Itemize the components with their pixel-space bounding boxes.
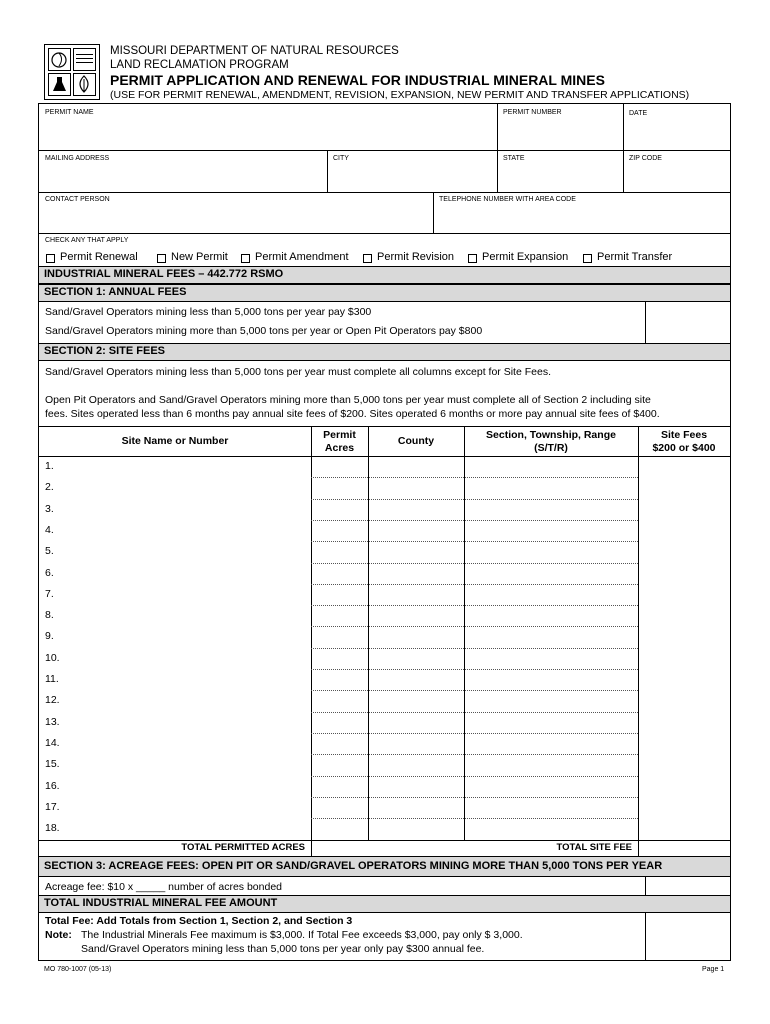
total-fee-line: Total Fee: Add Totals from Section 1, Section 2, and Section 3	[45, 915, 353, 927]
site-row-number: 3.	[45, 502, 54, 515]
permit-renewal-label: Permit Renewal	[60, 251, 138, 263]
col-acres-header: Permit Acres	[323, 429, 356, 454]
section3-heading: SECTION 3: ACREAGE FEES: OPEN PIT OR SAND/GRAVEL OPERATORS MINING MORE THAN 5,000 TONS PER YEAR	[39, 856, 730, 877]
site-row-number: 18.	[45, 822, 60, 835]
site-row[interactable]	[39, 776, 730, 797]
col-fees-header: Site Fees $200 or $400	[652, 429, 716, 454]
site-row-number: 13.	[45, 715, 60, 728]
row-divider	[311, 754, 638, 755]
form-number: MO 780-1007 (05-13)	[44, 966, 112, 973]
total-site-fee-field[interactable]	[639, 841, 730, 856]
row-divider	[311, 797, 638, 798]
section2-heading: SECTION 2: SITE FEES	[39, 343, 730, 361]
site-row[interactable]	[39, 520, 730, 541]
agency-name: MISSOURI DEPARTMENT OF NATURAL RESOURCES	[110, 45, 399, 57]
zip-label: ZIP CODE	[629, 155, 662, 162]
form-subtitle: (USE FOR PERMIT RENEWAL, AMENDMENT, REVISION, EXPANSION, NEW PERMIT AND TRANSFER APPLICATIONS)	[110, 89, 690, 101]
state-field[interactable]	[498, 151, 623, 192]
section2-line3: fees. Sites operated less than 6 months pay annual site fees of $200. Sites operated 6 months or more pay annual site fees of $400.	[45, 408, 660, 420]
section2-line1: Sand/Gravel Operators mining less than 5,000 tons per year must complete all columns except for Site Fees.	[45, 366, 551, 378]
col-str-header: Section, Township, Range (S/T/R)	[486, 429, 616, 454]
permit-name-field[interactable]	[39, 104, 497, 150]
city-label: CITY	[333, 155, 349, 162]
site-row[interactable]	[39, 563, 730, 584]
site-row[interactable]	[39, 818, 730, 839]
total-acres-field[interactable]	[312, 841, 368, 856]
note-line1: The Industrial Minerals Fee maximum is $3,000. If Total Fee exceeds $3,000, pay only $ 3,000.	[81, 929, 523, 941]
telephone-label: TELEPHONE NUMBER WITH AREA CODE	[439, 196, 576, 203]
new-permit-label: New Permit	[171, 251, 228, 263]
site-row[interactable]	[39, 690, 730, 711]
site-row[interactable]	[39, 648, 730, 669]
dnr-logo	[44, 44, 100, 100]
date-label: DATE	[629, 110, 648, 117]
row-divider	[311, 520, 638, 521]
logo-tree-icon	[74, 74, 95, 95]
site-row-number: 11.	[45, 673, 59, 685]
permit-name-label: PERMIT NAME	[45, 109, 94, 116]
section1-line2: Sand/Gravel Operators mining more than 5,000 tons per year or Open Pit Operators pay $800	[45, 325, 483, 337]
mailing-address-label: MAILING ADDRESS	[45, 155, 110, 162]
total-heading: TOTAL INDUSTRIAL MINERAL FEE AMOUNT	[39, 895, 730, 913]
page-number: Page 1	[702, 966, 725, 973]
permit-amendment-label: Permit Amendment	[255, 251, 349, 263]
col-site-header: Site Name or Number	[121, 435, 229, 447]
permit-transfer-label: Permit Transfer	[597, 251, 673, 263]
site-row-number: 7.	[45, 587, 54, 600]
date-field[interactable]	[624, 104, 730, 150]
acreage-fee-field[interactable]	[646, 877, 730, 896]
row-divider	[311, 584, 638, 585]
program-name: LAND RECLAMATION PROGRAM	[110, 59, 289, 71]
total-fee-field[interactable]	[646, 913, 730, 960]
telephone-field[interactable]	[434, 193, 730, 233]
site-row[interactable]	[39, 626, 730, 647]
section1-heading: SECTION 1: ANNUAL FEES	[39, 284, 730, 302]
permit-number-field[interactable]	[498, 104, 623, 150]
site-row[interactable]	[39, 605, 730, 626]
row-divider	[311, 499, 638, 500]
permit-expansion-checkbox[interactable]	[468, 254, 477, 263]
row-divider	[311, 541, 638, 542]
col-county-header: County	[397, 435, 435, 447]
permit-revision-label: Permit Revision	[377, 251, 455, 263]
row-divider	[311, 477, 638, 478]
site-row-number: 17.	[45, 800, 60, 813]
city-field[interactable]	[328, 151, 497, 192]
site-row-number: 5.	[45, 545, 54, 558]
permit-form	[38, 103, 731, 961]
row-divider	[311, 626, 638, 627]
permit-amendment-checkbox[interactable]	[241, 254, 250, 263]
site-row[interactable]	[39, 797, 730, 818]
site-row-number: 4.	[45, 523, 54, 536]
site-row[interactable]	[39, 477, 730, 498]
site-row-number: 15.	[45, 758, 60, 771]
check-any-label: CHECK ANY THAT APPLY	[45, 237, 129, 244]
section2-line2: Open Pit Operators and Sand/Gravel Operators mining more than 5,000 tons per year must complete all of Section 2 including site	[45, 394, 651, 406]
permit-revision-checkbox[interactable]	[363, 254, 372, 263]
site-row-number: 2.	[45, 481, 54, 494]
mailing-address-field[interactable]	[39, 151, 327, 192]
permit-number-label: PERMIT NUMBER	[503, 109, 562, 116]
zip-field[interactable]	[624, 151, 730, 192]
site-row[interactable]	[39, 456, 730, 477]
form-title: PERMIT APPLICATION AND RENEWAL FOR INDUSTRIAL MINERAL MINES	[110, 72, 605, 88]
site-row[interactable]	[39, 712, 730, 733]
site-row[interactable]	[39, 584, 730, 605]
site-row-number: 8.	[45, 609, 54, 622]
section1-line1: Sand/Gravel Operators mining less than 5,000 tons per year pay $300	[45, 306, 372, 318]
site-row-number: 10.	[45, 651, 60, 664]
site-row-number: 16.	[45, 779, 60, 792]
contact-person-field[interactable]	[39, 193, 433, 233]
section3-line: Acreage fee: $10 x _____ number of acres bonded	[45, 881, 282, 893]
site-row-number: 12.	[45, 694, 60, 707]
row-divider	[311, 605, 638, 606]
site-row[interactable]	[39, 669, 730, 690]
site-row-number: 14.	[45, 736, 60, 749]
site-row-number: 6.	[45, 566, 54, 579]
fees-heading: INDUSTRIAL MINERAL FEES – 442.772 RSMO	[39, 266, 730, 284]
row-divider	[311, 818, 638, 819]
row-divider	[311, 690, 638, 691]
state-label: STATE	[503, 155, 525, 162]
total-acres-label: TOTAL PERMITTED ACRES	[181, 842, 305, 853]
logo-beaker-icon	[49, 74, 70, 95]
permit-expansion-label: Permit Expansion	[482, 251, 569, 263]
site-row[interactable]	[39, 499, 730, 520]
site-row-number: 1.	[45, 460, 54, 472]
new-permit-checkbox[interactable]	[157, 254, 166, 263]
site-row[interactable]	[39, 541, 730, 562]
row-divider	[311, 563, 638, 564]
permit-transfer-checkbox[interactable]	[583, 254, 592, 263]
site-row[interactable]	[39, 754, 730, 775]
row-divider	[311, 669, 638, 670]
row-divider	[311, 712, 638, 713]
row-divider	[311, 733, 638, 734]
total-site-fee-label: TOTAL SITE FEE	[556, 842, 632, 853]
row-divider	[311, 776, 638, 777]
note-line2: Sand/Gravel Operators mining less than 5,000 tons per year only pay $300 annual fee.	[81, 943, 485, 955]
logo-waves-icon	[73, 48, 96, 71]
contact-person-label: CONTACT PERSON	[45, 196, 110, 203]
row-divider	[311, 648, 638, 649]
site-row-number: 9.	[45, 630, 54, 643]
site-row[interactable]	[39, 733, 730, 754]
logo-drop-icon	[49, 49, 70, 70]
permit-renewal-checkbox[interactable]	[46, 254, 55, 263]
annual-fee-field[interactable]	[646, 302, 730, 344]
note-label: Note:	[45, 929, 72, 941]
